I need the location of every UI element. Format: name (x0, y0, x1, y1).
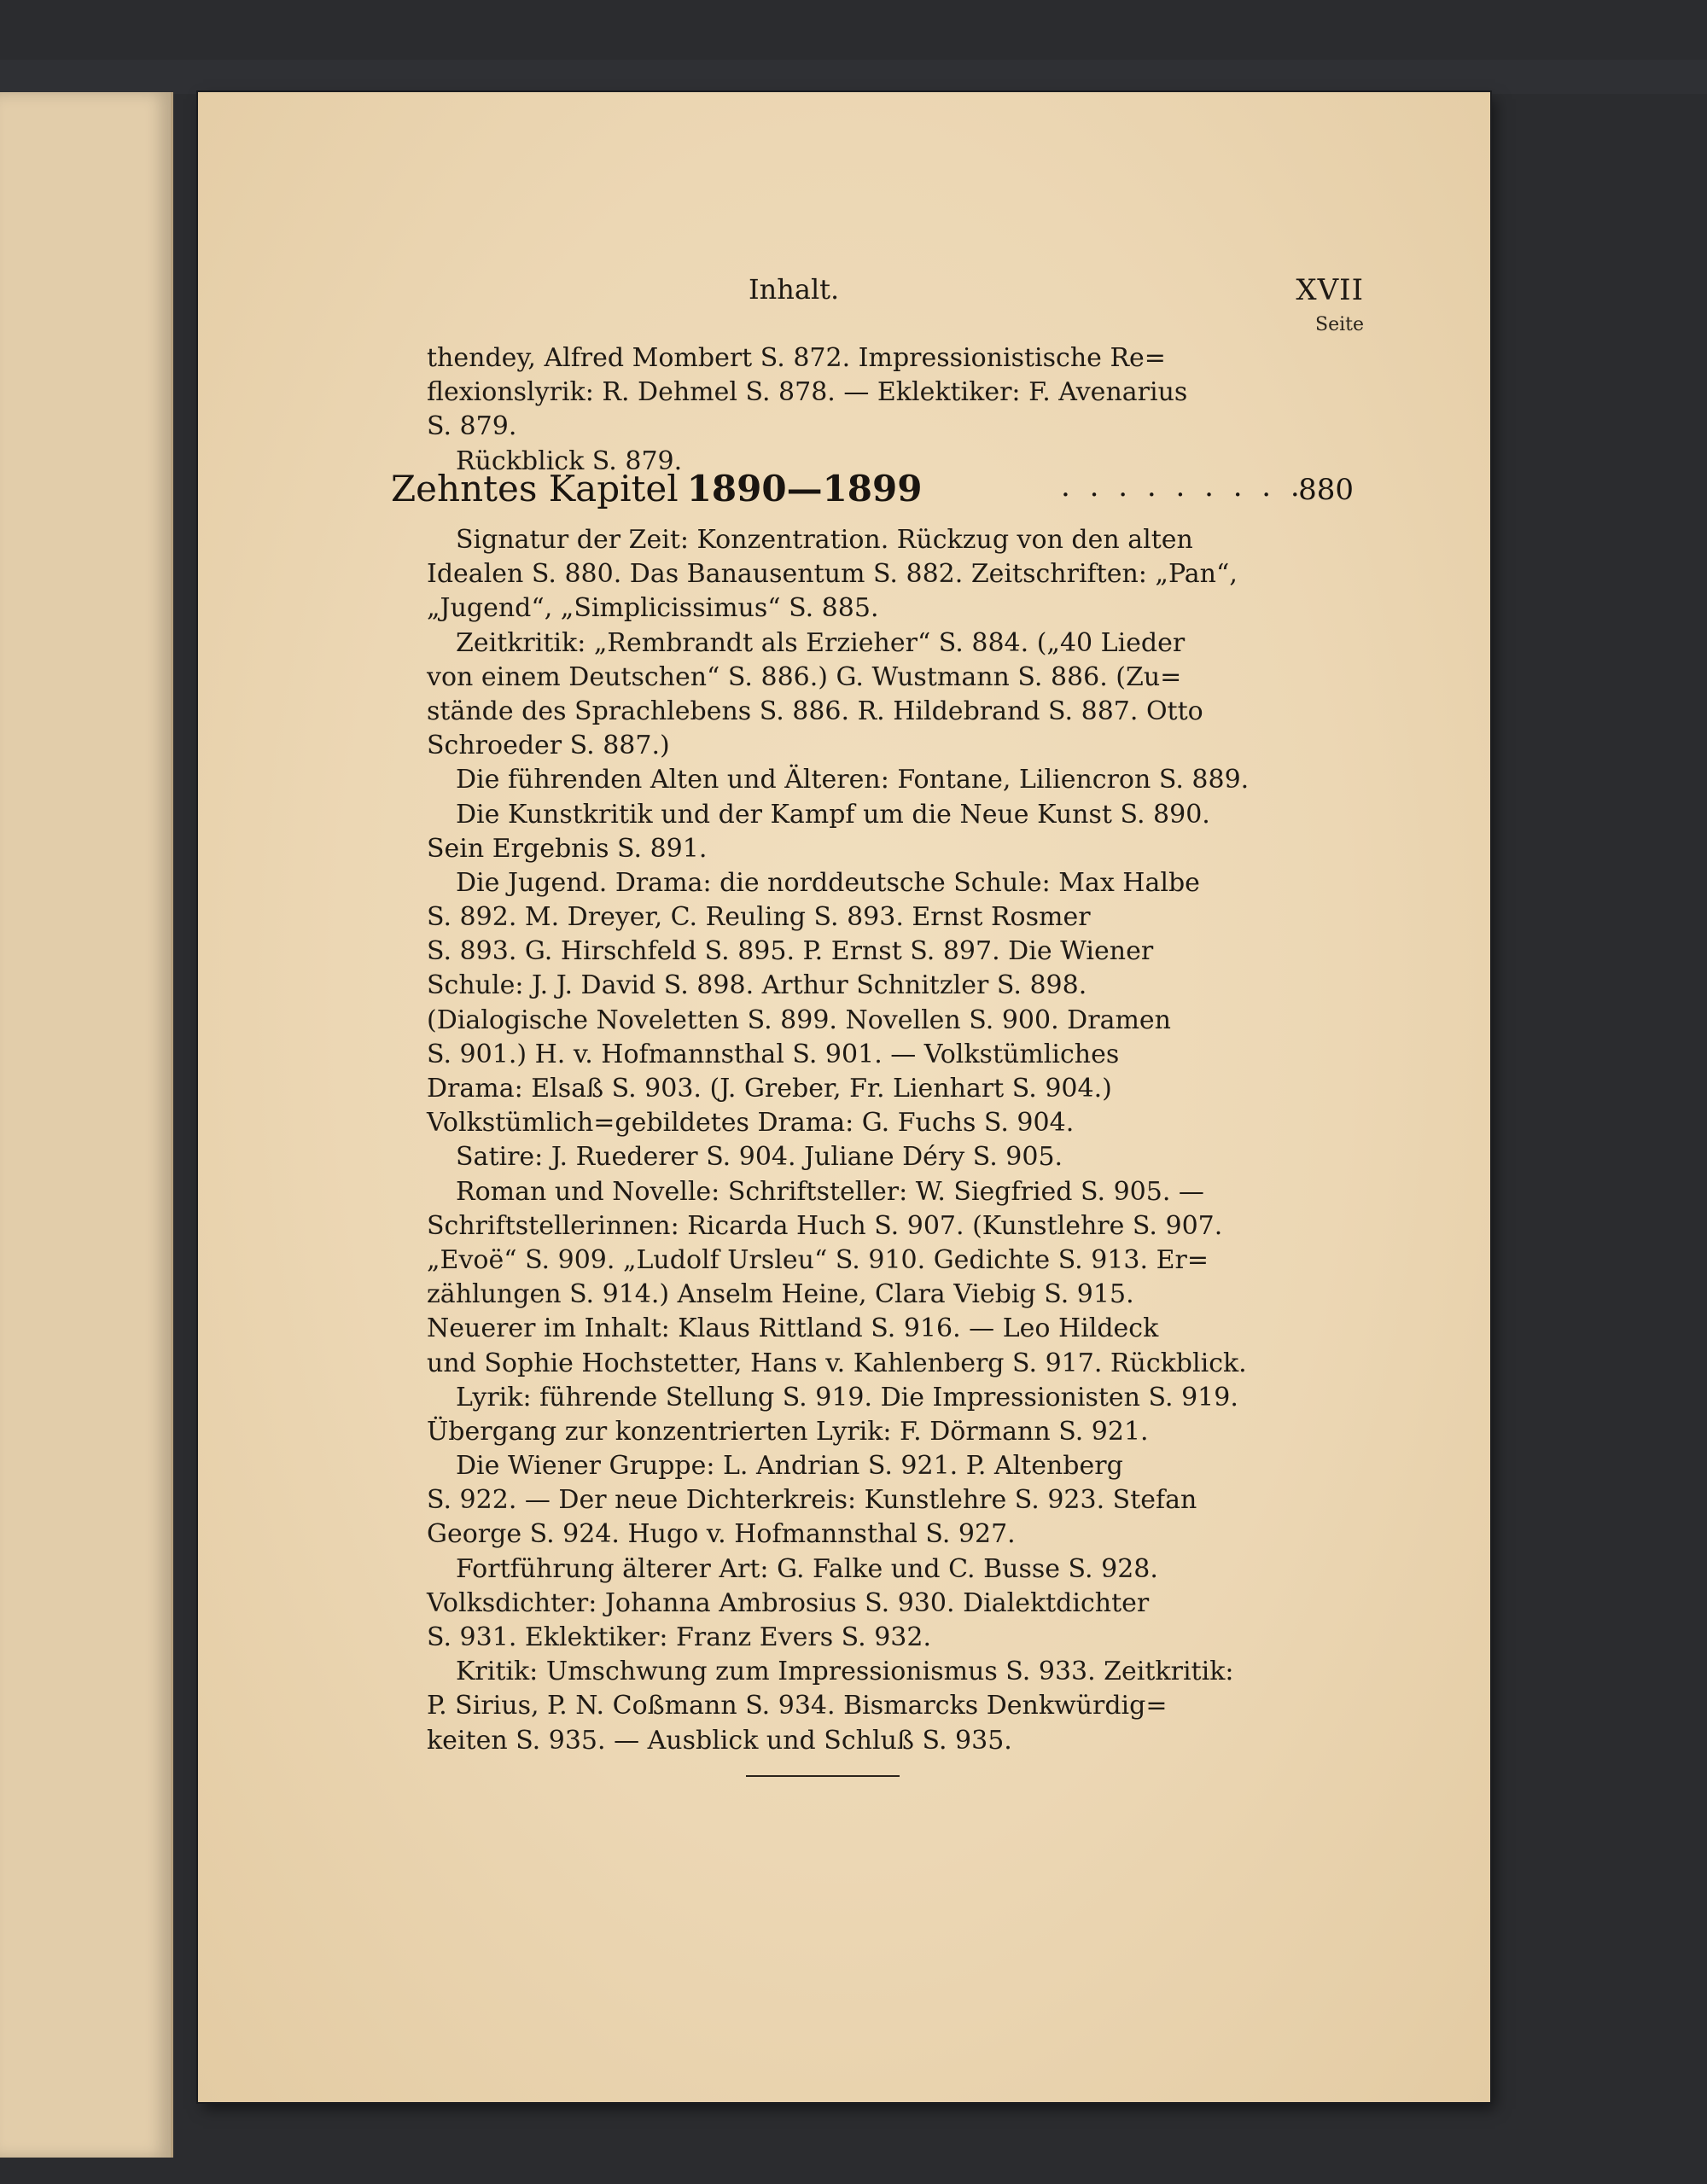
toc-line: Roman und Novelle: Schriftsteller: W. Siegfried S. 905. — (456, 1176, 1204, 1207)
toc-line: keiten S. 935. — Ausblick und Schluß S. 935. (427, 1725, 1012, 1756)
toc-line: Die Jugend. Drama: die norddeutsche Schule: Max Halbe (456, 867, 1200, 898)
toc-line: Neuerer im Inhalt: Klaus Rittland S. 916. — Leo Hildeck (427, 1313, 1159, 1344)
toc-line: Die führenden Alten und Älteren: Fontane, Liliencron S. 889. (456, 765, 1250, 795)
toc-line: Satire: J. Ruederer S. 904. Juliane Déry S. 905. (456, 1142, 1063, 1173)
toc-line: Rückblick S. 879. (456, 446, 683, 476)
chapter-title: Zehntes Kapitel (391, 468, 679, 510)
toc-line: stände des Sprachlebens S. 886. R. Hildebrand S. 887. Otto (427, 696, 1203, 726)
toc-line: Lyrik: führende Stellung S. 919. Die Impressionisten S. 919. (456, 1382, 1238, 1412)
toc-line: und Sophie Hochstetter, Hans v. Kahlenberg S. 917. Rückblick. (427, 1348, 1247, 1378)
toc-line: „Jugend“, „Simplicissimus“ S. 885. (427, 593, 879, 624)
toc-line: (Dialogische Noveletten S. 899. Novellen S. 900. Dramen (427, 1005, 1171, 1035)
toc-line: S. 893. G. Hirschfeld S. 895. P. Ernst S. 897. Die Wiener (427, 936, 1154, 967)
chapter-years: 1890—1899 (686, 468, 923, 510)
toc-line: Schriftstellerinnen: Ricarda Huch S. 907. (Kunstlehre S. 907. (427, 1210, 1223, 1241)
page-header (198, 273, 1490, 316)
toc-line: S. 892. M. Dreyer, C. Reuling S. 893. Ernst Rosmer (427, 902, 1091, 933)
toc-line: Sein Ergebnis S. 891. (427, 833, 708, 864)
toc-line: Volkstümlich=gebildetes Drama: G. Fuchs S. 904. (427, 1108, 1075, 1139)
toc-line: thendey, Alfred Mombert S. 872. Impressionistische Re= (427, 343, 1166, 373)
toc-line: Idealen S. 880. Das Banausentum S. 882. Zeitschriften: „Pan“, (427, 559, 1238, 590)
toc-line: Die Kunstkritik und der Kampf um die Neue Kunst S. 890. (456, 799, 1210, 830)
toc-line: Zeitkritik: „Rembrandt als Erzieher“ S. 884. („40 Lieder (456, 627, 1186, 658)
toc-line: S. 879. (427, 411, 517, 442)
toc-line: Schule: J. J. David S. 898. Arthur Schnitzler S. 898. (427, 970, 1087, 1001)
chapter-leader-dots: . . . . . . . . . (1061, 469, 1305, 504)
chapter-heading (391, 468, 1354, 512)
toc-line: Fortführung älterer Art: G. Falke und C. Busse S. 928. (456, 1553, 1158, 1584)
toc-line: Die Wiener Gruppe: L. Andrian S. 921. P. Altenberg (456, 1451, 1123, 1482)
toc-line: S. 931. Eklektiker: Franz Evers S. 932. (427, 1622, 931, 1652)
toc-line: „Evoë“ S. 909. „Ludolf Ursleu“ S. 910. Gedichte S. 913. Er= (427, 1244, 1209, 1275)
running-head: Inhalt. (749, 273, 840, 306)
book-spine (0, 60, 1707, 94)
chapter-entries (427, 523, 1253, 1758)
toc-content (427, 341, 1253, 479)
chapter-page: 880 (1298, 473, 1354, 507)
toc-line: George S. 924. Hugo v. Hofmannsthal S. 927. (427, 1519, 1016, 1550)
seite-label: Seite (1315, 314, 1364, 335)
toc-line: P. Sirius, P. N. Coßmann S. 934. Bismarcks Denkwürdig= (427, 1691, 1168, 1721)
toc-line: Übergang zur konzentrierten Lyrik: F. Dörmann S. 921. (427, 1416, 1149, 1447)
toc-line: S. 901.) H. v. Hofmannsthal S. 901. — Volkstümliches (427, 1039, 1120, 1069)
toc-line: flexionslyrik: R. Dehmel S. 878. — Eklektiker: F. Avenarius (427, 377, 1188, 408)
toc-line: Drama: Elsaß S. 903. (J. Greber, Fr. Lienhart S. 904.) (427, 1074, 1112, 1104)
end-rule (746, 1775, 900, 1777)
toc-line: zählungen S. 914.) Anselm Heine, Clara Viebig S. 915. (427, 1279, 1134, 1310)
toc-line: Signatur der Zeit: Konzentration. Rückzug von den alten (456, 525, 1193, 555)
toc-line: Schroeder S. 887.) (427, 731, 670, 761)
book-page (198, 92, 1490, 2102)
left-page-edge (0, 92, 173, 2158)
toc-line: S. 922. — Der neue Dichterkreis: Kunstlehre S. 923. Stefan (427, 1485, 1197, 1516)
toc-line: von einem Deutschen“ S. 886.) G. Wustmann S. 886. (Zu= (427, 661, 1182, 692)
toc-line: Kritik: Umschwung zum Impressionismus S. 933. Zeitkritik: (456, 1657, 1234, 1687)
toc-line: Volksdichter: Johanna Ambrosius S. 930. Dialektdichter (427, 1587, 1150, 1618)
page-number: XVII (1296, 273, 1364, 307)
